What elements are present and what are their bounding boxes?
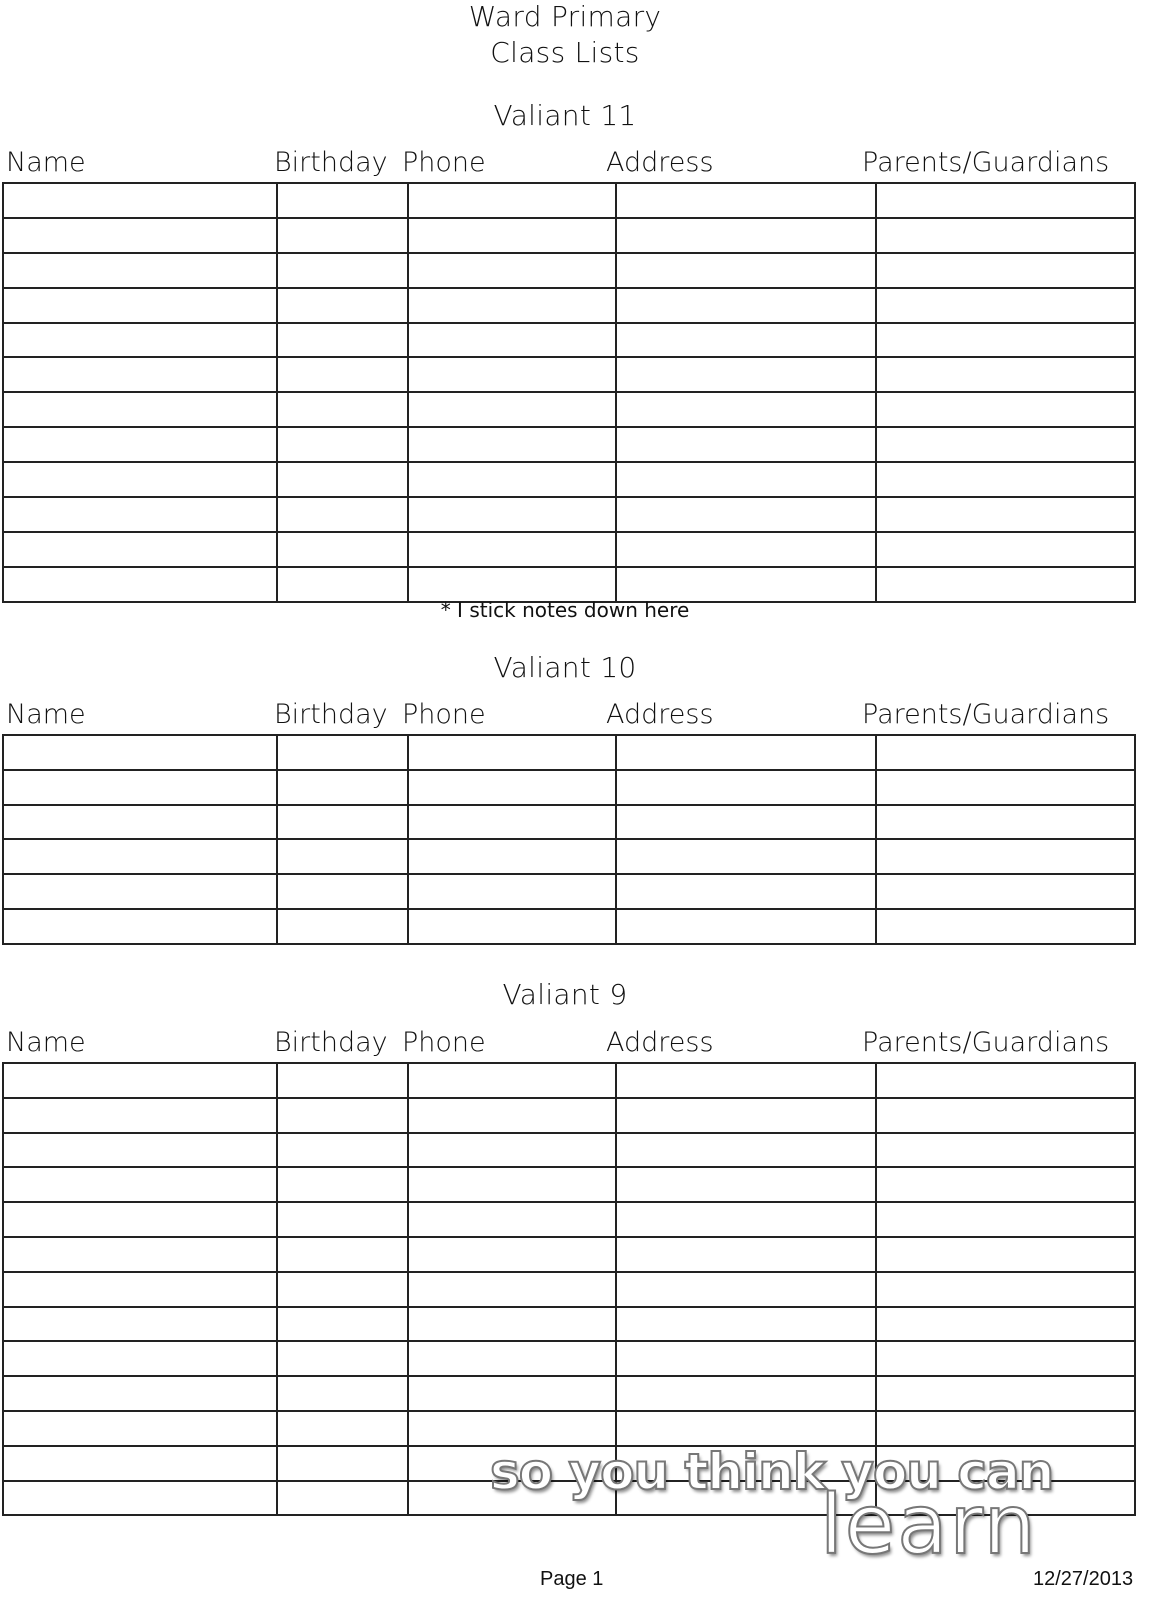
section-title: Valiant 10	[493, 651, 637, 684]
cell-name	[3, 288, 277, 323]
cell-phone	[408, 839, 616, 874]
cell-name	[3, 1133, 277, 1168]
cell-parents-guardians	[876, 1063, 1135, 1098]
header-phone: Phone	[402, 699, 486, 730]
cell-address	[616, 1133, 876, 1168]
cell-birthday	[277, 253, 408, 288]
cell-parents-guardians	[876, 532, 1135, 567]
cell-parents-guardians	[876, 1411, 1135, 1446]
footer-date: 12/27/2013	[1033, 1568, 1134, 1590]
cell-parents-guardians	[876, 323, 1135, 358]
cell-parents-guardians	[876, 770, 1135, 805]
cell-address	[616, 1376, 876, 1411]
cell-address	[616, 909, 876, 944]
cell-parents-guardians	[876, 909, 1135, 944]
cell-birthday	[277, 532, 408, 567]
cell-phone	[408, 1133, 616, 1168]
cell-address	[616, 253, 876, 288]
cell-parents-guardians	[876, 1202, 1135, 1237]
header-parents-guardians: Parents/Guardians	[862, 699, 1110, 730]
table-row	[3, 805, 1135, 840]
header-address: Address	[606, 147, 714, 178]
cell-birthday	[277, 427, 408, 462]
cell-address	[616, 532, 876, 567]
table-row	[3, 1098, 1135, 1133]
table-row	[3, 1307, 1135, 1342]
table-row	[3, 567, 1135, 602]
cell-birthday	[277, 839, 408, 874]
table-row	[3, 357, 1135, 392]
cell-phone	[408, 567, 616, 602]
cell-name	[3, 874, 277, 909]
cell-phone	[408, 1341, 616, 1376]
cell-phone	[408, 735, 616, 770]
cell-phone	[408, 1167, 616, 1202]
cell-parents-guardians	[876, 1341, 1135, 1376]
cell-parents-guardians	[876, 735, 1135, 770]
header-address: Address	[606, 1027, 714, 1058]
table-row	[3, 532, 1135, 567]
cell-phone	[408, 357, 616, 392]
cell-name	[3, 253, 277, 288]
table-row	[3, 462, 1135, 497]
cell-phone	[408, 770, 616, 805]
cell-address	[616, 288, 876, 323]
cell-name	[3, 567, 277, 602]
cell-name	[3, 1202, 277, 1237]
cell-address	[616, 462, 876, 497]
table-row	[3, 427, 1135, 462]
cell-address	[616, 1307, 876, 1342]
cell-name	[3, 427, 277, 462]
header-name: Name	[6, 699, 86, 730]
table-row	[3, 1237, 1135, 1272]
cell-phone	[408, 218, 616, 253]
header-birthday: Birthday	[274, 1027, 388, 1058]
cell-parents-guardians	[876, 497, 1135, 532]
cell-phone	[408, 1272, 616, 1307]
cell-birthday	[277, 288, 408, 323]
header-address: Address	[606, 699, 714, 730]
cell-name	[3, 770, 277, 805]
cell-phone	[408, 532, 616, 567]
cell-phone	[408, 805, 616, 840]
table-row	[3, 770, 1135, 805]
cell-birthday	[277, 218, 408, 253]
cell-birthday	[277, 1341, 408, 1376]
cell-phone	[408, 253, 616, 288]
cell-phone	[408, 1202, 616, 1237]
cell-name	[3, 218, 277, 253]
cell-phone	[408, 392, 616, 427]
cell-name	[3, 1411, 277, 1446]
table-row	[3, 392, 1135, 427]
cell-parents-guardians	[876, 1167, 1135, 1202]
cell-name	[3, 1167, 277, 1202]
cell-name	[3, 1481, 277, 1516]
cell-birthday	[277, 1272, 408, 1307]
cell-address	[616, 427, 876, 462]
header-birthday: Birthday	[274, 147, 388, 178]
cell-address	[616, 183, 876, 218]
cell-birthday	[277, 1133, 408, 1168]
cell-parents-guardians	[876, 218, 1135, 253]
cell-parents-guardians	[876, 1376, 1135, 1411]
cell-birthday	[277, 805, 408, 840]
cell-address	[616, 1341, 876, 1376]
cell-parents-guardians	[876, 839, 1135, 874]
cell-address	[616, 357, 876, 392]
cell-parents-guardians	[876, 253, 1135, 288]
table-row	[3, 253, 1135, 288]
cell-name	[3, 183, 277, 218]
cell-birthday	[277, 357, 408, 392]
cell-address	[616, 567, 876, 602]
cell-parents-guardians	[876, 1098, 1135, 1133]
table-row	[3, 1411, 1135, 1446]
table-row	[3, 909, 1135, 944]
table-row	[3, 218, 1135, 253]
cell-address	[616, 1098, 876, 1133]
cell-birthday	[277, 1481, 408, 1516]
cell-parents-guardians	[876, 874, 1135, 909]
cell-name	[3, 1098, 277, 1133]
cell-name	[3, 392, 277, 427]
note-text: * I stick notes down here	[440, 598, 690, 622]
cell-address	[616, 1202, 876, 1237]
cell-name	[3, 1376, 277, 1411]
cell-parents-guardians	[876, 1272, 1135, 1307]
class-table	[2, 734, 1136, 945]
cell-birthday	[277, 392, 408, 427]
cell-address	[616, 323, 876, 358]
cell-name	[3, 497, 277, 532]
cell-address	[616, 1167, 876, 1202]
cell-address	[616, 1063, 876, 1098]
cell-parents-guardians	[876, 357, 1135, 392]
table-row	[3, 1376, 1135, 1411]
document-subtitle: Class Lists	[490, 36, 640, 69]
cell-birthday	[277, 1237, 408, 1272]
cell-address	[616, 1272, 876, 1307]
header-birthday: Birthday	[274, 699, 388, 730]
cell-parents-guardians	[876, 462, 1135, 497]
watermark-logo-line2: learn	[820, 1478, 1038, 1573]
cell-name	[3, 909, 277, 944]
table-row	[3, 735, 1135, 770]
cell-name	[3, 1446, 277, 1481]
cell-address	[616, 1237, 876, 1272]
cell-phone	[408, 323, 616, 358]
table-row	[3, 839, 1135, 874]
cell-name	[3, 1063, 277, 1098]
cell-phone	[408, 874, 616, 909]
cell-address	[616, 392, 876, 427]
cell-birthday	[277, 770, 408, 805]
cell-birthday	[277, 1202, 408, 1237]
cell-birthday	[277, 1167, 408, 1202]
cell-parents-guardians	[876, 427, 1135, 462]
table-row	[3, 1272, 1135, 1307]
class-table	[2, 182, 1136, 603]
cell-birthday	[277, 323, 408, 358]
header-phone: Phone	[402, 147, 486, 178]
cell-phone	[408, 909, 616, 944]
cell-phone	[408, 288, 616, 323]
cell-birthday	[277, 1446, 408, 1481]
cell-parents-guardians	[876, 1237, 1135, 1272]
table-row	[3, 874, 1135, 909]
cell-birthday	[277, 1376, 408, 1411]
cell-address	[616, 874, 876, 909]
cell-birthday	[277, 462, 408, 497]
cell-birthday	[277, 567, 408, 602]
cell-parents-guardians	[876, 805, 1135, 840]
cell-birthday	[277, 1063, 408, 1098]
cell-name	[3, 839, 277, 874]
cell-name	[3, 1341, 277, 1376]
cell-phone	[408, 497, 616, 532]
cell-phone	[408, 1411, 616, 1446]
cell-name	[3, 532, 277, 567]
cell-address	[616, 735, 876, 770]
watermark-logo-line1: so you think you can	[490, 1443, 1054, 1501]
cell-name	[3, 357, 277, 392]
cell-parents-guardians	[876, 1133, 1135, 1168]
cell-name	[3, 735, 277, 770]
cell-birthday	[277, 909, 408, 944]
cell-name	[3, 323, 277, 358]
cell-birthday	[277, 1098, 408, 1133]
cell-parents-guardians	[876, 567, 1135, 602]
cell-address	[616, 770, 876, 805]
cell-phone	[408, 462, 616, 497]
table-row	[3, 497, 1135, 532]
cell-phone	[408, 1063, 616, 1098]
table-row	[3, 1341, 1135, 1376]
table-row	[3, 323, 1135, 358]
section-title: Valiant 11	[493, 99, 637, 132]
cell-address	[616, 218, 876, 253]
header-name: Name	[6, 1027, 86, 1058]
table-row	[3, 1133, 1135, 1168]
cell-birthday	[277, 1307, 408, 1342]
cell-birthday	[277, 497, 408, 532]
header-phone: Phone	[402, 1027, 486, 1058]
table-row	[3, 1063, 1135, 1098]
cell-parents-guardians	[876, 1307, 1135, 1342]
cell-phone	[408, 1098, 616, 1133]
cell-name	[3, 1307, 277, 1342]
cell-birthday	[277, 735, 408, 770]
cell-name	[3, 805, 277, 840]
cell-address	[616, 1411, 876, 1446]
table-row	[3, 183, 1135, 218]
cell-name	[3, 1237, 277, 1272]
section-title: Valiant 9	[502, 978, 628, 1011]
cell-phone	[408, 1237, 616, 1272]
cell-phone	[408, 427, 616, 462]
table-row	[3, 1167, 1135, 1202]
cell-phone	[408, 183, 616, 218]
page-number: Page 1	[540, 1568, 604, 1590]
cell-parents-guardians	[876, 288, 1135, 323]
cell-name	[3, 1272, 277, 1307]
header-name: Name	[6, 147, 86, 178]
document-title: Ward Primary	[468, 0, 662, 33]
header-parents-guardians: Parents/Guardians	[862, 1027, 1110, 1058]
cell-phone	[408, 1376, 616, 1411]
cell-birthday	[277, 874, 408, 909]
header-parents-guardians: Parents/Guardians	[862, 147, 1110, 178]
cell-birthday	[277, 183, 408, 218]
cell-parents-guardians	[876, 183, 1135, 218]
cell-parents-guardians	[876, 392, 1135, 427]
cell-name	[3, 462, 277, 497]
cell-address	[616, 839, 876, 874]
cell-address	[616, 805, 876, 840]
table-row	[3, 1202, 1135, 1237]
cell-address	[616, 497, 876, 532]
table-row	[3, 288, 1135, 323]
cell-birthday	[277, 1411, 408, 1446]
cell-phone	[408, 1307, 616, 1342]
